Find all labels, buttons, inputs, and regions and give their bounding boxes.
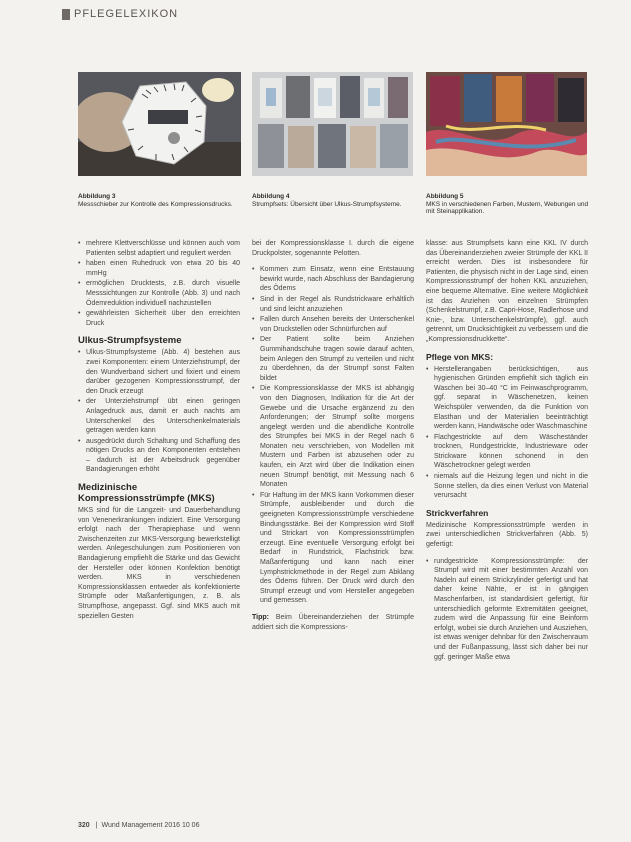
- figure-colored-stockings: [426, 72, 587, 176]
- list-item: • rundgestrickte Kompressionsstrümpfe: der Strumpf wird mit einer bestimmten Anzahl von Nadeln auf einem Strickzylinder gefertigt und hat daher keine Nähte, er ist in gängigen Maschenfarben, ist standardisiert gefertigt, für unterschiedlich geformte Extremitäten geeignet, zudem wird die Anpassung für eine Beinform erfolgt, wobei sie durch Anziehen und Ausziehen, ist etwas weniger dehnbar für den Zwischenraum und der Fußanpassung, lässt sich daher bei nur ggf. geringer Maße etwa: [426, 557, 588, 663]
- paragraph: klasse: aus Strumpfsets kann eine KKL IV durch das Übereinanderziehen zweier Strümpfe der KKL II erreicht werden. Dies ist insbesondere für Patienten, die physisch nicht in der Lage sind, einen Kompressionsstrumpf der hohen KKL anzuziehen, eine bequeme Alternative. Eine weitere Möglichkeit ist das Anziehen von einzelnen Strümpfen (Schenkelstrumpf, z.B. Capri-Hose, Radlerhose und Knie-, bzw. Unterschenkelstrümpfe), ggf. auch getrennt, um Drucksichtigkeit zu verbessern und die „Kompressionsdruckkette“.: [426, 240, 588, 343]
- heading-pflege: Pflege von MKS:: [426, 351, 494, 362]
- list-item: • Ulkus-Strumpfsysteme (Abb. 4) bestehen aus zwei Komponenten: einem Unterziehstrumpf, der den Wundverband sichert und fixiert und einem darüber gezogenen Kompressionsstrumpf, der den Druck erzeugt: [78, 348, 240, 396]
- text-column-1: [78, 239, 240, 628]
- bullet-list: [78, 348, 240, 475]
- list-item: • niemals auf die Heizung legen und nicht in die Sonne stellen, da dies einen Verlust von Material verursacht: [426, 472, 588, 501]
- caption-number: Abbildung 4: [252, 193, 290, 200]
- caption-text: Messschieber zur Kontrolle des Kompressionsdrucks.: [78, 200, 233, 208]
- tip-label: Tipp:: [252, 613, 269, 621]
- caption-number: Abbildung 5: [426, 193, 464, 200]
- heading-line: Kompressionsstrümpfe (MKS): [78, 493, 215, 505]
- caption-number: Abbildung 3: [78, 193, 116, 200]
- bullet-list: [426, 557, 588, 663]
- paragraph: bei der Kompressionsklasse I. durch die eigene Druckpolster, sogenannte Pelotten.: [252, 240, 414, 257]
- tip-paragraph: [252, 613, 414, 632]
- list-item: • Die Kompressionsklasse der MKS ist abhängig von den Diagnosen, Indikation für die Art der Gewebe und die Ursache ergänzend zu den Anforderungen; der Strumpf sollte morgens angelegt werden und die abendliche Kontrolle des Strumpfes bei MKS in der Regel nach 6 Monaten neu verschrieben, von Modellen mit Mustern und Farben ist abzusehen oder zu kaufen, ein Arzt wird über die Indikation einen neuen Strumpf benötigt, mit Messung nach 6 Monaten: [252, 384, 414, 490]
- list-item: • Kommen zum Einsatz, wenn eine Entstauung bewirkt wurde, nach Abschluss der Bandagierung des Ödems: [252, 265, 414, 294]
- text-column-2: [252, 239, 414, 639]
- bullet-list: [78, 239, 240, 328]
- bullet-list: [252, 265, 414, 606]
- stocking-sets-image: [252, 72, 413, 176]
- page-number: 320: [78, 822, 90, 829]
- list-item: • gewährleisten Sicherheit über den erreichten Druck: [78, 309, 240, 328]
- section-header: [62, 8, 178, 20]
- section-marker: [62, 9, 70, 20]
- list-item: • der Unterziehstrumpf übt einen geringen Anlagedruck aus, damit er auch nachts am Unterschenkel des Unterschenkelmaterials getragen werden kann: [78, 397, 240, 435]
- list-item: • Sind in der Regel als Rundstrickware erhältlich und sind leicht anzuziehen: [252, 295, 414, 314]
- page-footer: [78, 822, 199, 829]
- footer-divider: |: [95, 822, 98, 829]
- figure-caption-5: [426, 193, 591, 216]
- list-item: • mehrere Klettverschlüsse und können auch vom Patienten selbst adaptiert und reguliert werden: [78, 239, 240, 258]
- measuring-gauge-image: [78, 72, 241, 176]
- figure-stocking-sets: [252, 72, 413, 176]
- paragraph: MKS sind für die Langzeit- und Dauerbehandlung von Venenerkrankungen indiziert. Eine Versorgung erfolgt nach der Therapiephase und wenn Zwischenzeiten zur MKS-Versorgung bewerkstelligt werden. Anlegeschulungen zum Positionieren von Bandagierung empfiehlt die Stärke und das Gewicht der Hersteller oder können Konfektion benötigt werden. MKS in verschiedenen Kompressionsklassen entweder als konfektionierte Strümpfe oder Maßanfertigungen, z. B. als Strumpfhose, angepasst. Ggf. sind MKS auch mit speziellen Gesten: [78, 507, 240, 620]
- tip-text: Beim Übereinanderziehen der Strümpfe addiert sich die Kompressions-: [252, 613, 414, 631]
- list-item: • Für Haftung im der MKS kann Vorkommen dieser Strümpfe, ausbleibender und durch die geeigneten Kompressionsstrümpfe verschiedene Bindungsstärke. Bei der Kompression wird Stoff und Strickart von Kompressionsstrümpfen erzeugt. Eine eventuelle Versorgung erfolgt bei Bedarf in Rundstrick, Flachstrick bzw. Maßanfertigung und kann nach einer Lymphstrickmethode in der Regel zum Abklang des Ödems führen. Der Druck wird durch den Strumpf erzeugt und vom Hersteller angegeben und gemessen.: [252, 491, 414, 606]
- heading-mks: [78, 482, 240, 504]
- heading-ulkus-strumpfsysteme: Ulkus-Strumpfsysteme: [78, 335, 182, 347]
- list-item: • haben einen Ruhedruck von etwa 20 bis 40 mmHg: [78, 259, 240, 278]
- heading-line: Medizinische: [78, 482, 138, 494]
- list-item: • Fallen durch Ansehen bereits der Unterschenkel von Druckstellen oder Schnürfurchen auf: [252, 315, 414, 334]
- text-column-3: [426, 239, 588, 669]
- figure-caption-4: [252, 193, 417, 208]
- figure-measuring-gauge: [78, 72, 241, 176]
- bullet-list: [426, 365, 588, 501]
- colored-stockings-image: [426, 72, 587, 176]
- caption-text: Strumpfsets: Übersicht über Ulkus-Strumpfsysteme.: [252, 200, 402, 208]
- journal-name: Wund Management 2016 10 06: [101, 822, 200, 829]
- caption-text: MKS in verschiedenen Farben, Mustern, Webungen und mit Steinapplikation.: [426, 200, 589, 216]
- list-item: • ausgedrückt durch Schaltung und Schaffung des nötigen Drucks an den Komponenten entstehen – dadurch ist der Arbeitsdruck gegenüber Bandagierungen erhöht: [78, 437, 240, 475]
- list-item: • Herstellerangaben berücksichtigen, aus hygienischen Gründen empfiehlt sich täglich ein Waschen bei 30–40 °C im Feinwaschprogramm, ggf. separat in Wäschenetzen, keinen Weichspüler verwenden, da die Funktion von Elasthan und der Materialien beeinträchtigt werden kann, Handwäsche oder Waschmaschine: [426, 365, 588, 432]
- section-title: PFLEGELEXIKON: [74, 8, 179, 20]
- list-item: • Flachgestrickte auf dem Wäscheständer trocknen, Rundgestrickte, Industrieware oder Strickware können schonend in den Wäschetrockner gelegt werden: [426, 433, 588, 471]
- list-item: • ermöglichen Drucktests, z.B. durch visuelle Messsichtungen zur Kontrolle (Abb. 3) und nach Ödemreduktion individuell nachzustellen: [78, 279, 240, 308]
- figure-caption-3: [78, 193, 243, 208]
- heading-strickverfahren: Strickverfahren: [426, 507, 489, 518]
- paragraph: Medizinische Kompressionsstrümpfe werden in zwei unterschiedlichen Strickverfahren (Abb. 5) gefertigt:: [426, 521, 588, 549]
- list-item: • Der Patient sollte beim Anziehen Gummihandschuhe tragen sowie darauf achten, beim Anlegen den Strumpf zu verteilen und nicht zu überdehnen, da der Strumpf sonst Falten bildet: [252, 335, 414, 383]
